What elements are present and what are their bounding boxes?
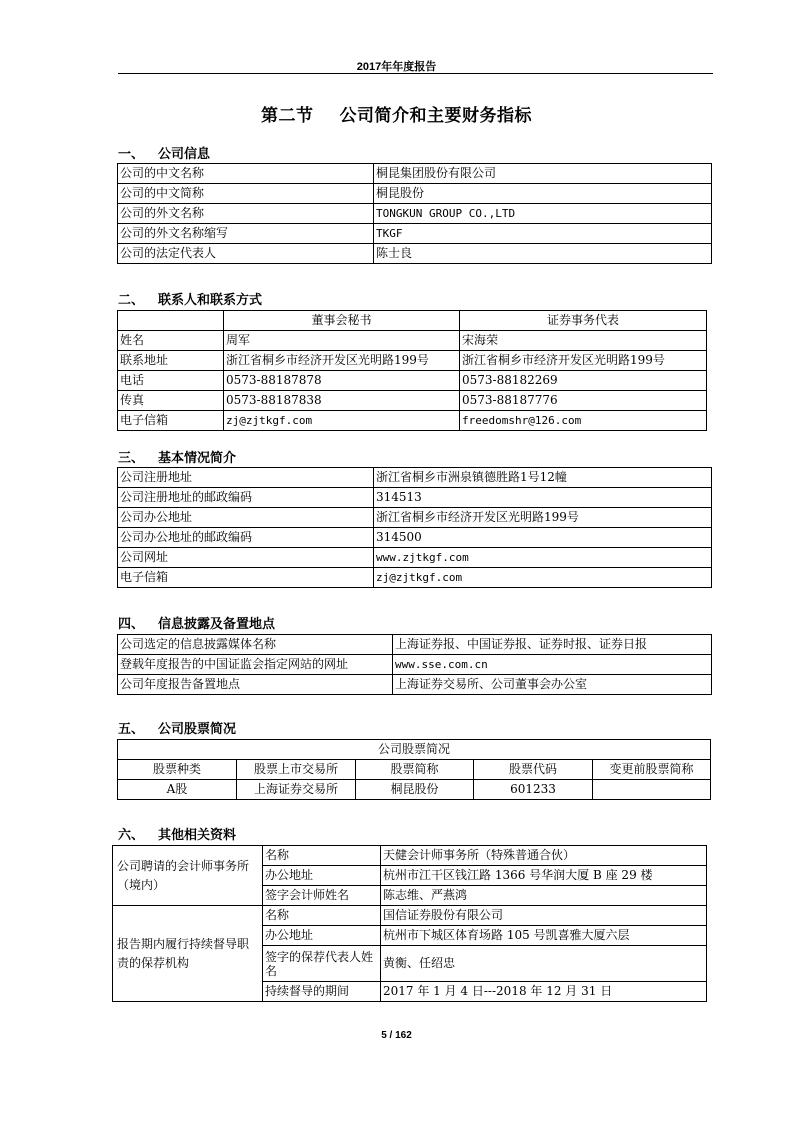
table-cell: 公司网址 xyxy=(118,548,374,568)
table-cell: 0573-88187776 xyxy=(460,391,707,411)
table-cell: 黄衡、任绍忠 xyxy=(381,946,707,982)
table-cell: 公司办公地址 xyxy=(118,508,374,528)
table-row xyxy=(118,635,712,655)
table-header-row xyxy=(118,760,711,780)
table-row xyxy=(113,846,707,866)
table-cell: www.sse.com.cn xyxy=(393,655,712,675)
table-cell: 国信证券股份有限公司 xyxy=(381,906,707,926)
section-3-title: 基本情况简介 xyxy=(158,451,237,466)
table-cell: 传真 xyxy=(118,391,224,411)
table-cell: 公司的中文简称 xyxy=(118,184,374,204)
table-cell: 办公地址 xyxy=(263,926,381,946)
table-cell: 浙江省桐乡市洲泉镇德胜路1号12幢 xyxy=(374,468,712,488)
table-cell: 桐昆集团股份有限公司 xyxy=(374,164,712,184)
table-cell: 0573-88187838 xyxy=(224,391,460,411)
table-row xyxy=(118,548,712,568)
table-cell: 2017 年 1 月 4 日---2018 年 12 月 31 日 xyxy=(381,982,707,1002)
table-header-cell: 股票种类 xyxy=(118,760,237,780)
table-header-cell: 证券事务代表 xyxy=(460,311,707,331)
table-cell: 桐昆股份 xyxy=(356,780,474,800)
section-6-number: 六、 xyxy=(118,828,145,843)
header-divider xyxy=(118,73,713,74)
table-title-cell: 公司股票简况 xyxy=(118,740,711,760)
table-cell: 联系地址 xyxy=(118,351,224,371)
table-cell: TONGKUN GROUP CO.,LTD xyxy=(374,204,712,224)
table-cell: 公司注册地址的邮政编码 xyxy=(118,488,374,508)
other-info-table xyxy=(112,845,707,1002)
table-cell: 公司选定的信息披露媒体名称 xyxy=(118,635,393,655)
table-cell: 公司的中文名称 xyxy=(118,164,374,184)
table-cell: 电子信箱 xyxy=(118,568,374,588)
table-cell: 601233 xyxy=(474,780,593,800)
disclosure-table xyxy=(117,634,712,695)
table-row xyxy=(118,244,712,264)
section-2-heading xyxy=(118,289,262,308)
chapter-title: 公司简介和主要财务指标 xyxy=(339,106,532,126)
table-cell: 签字会计师姓名 xyxy=(263,886,381,906)
table-cell: 姓名 xyxy=(118,331,224,351)
table-cell: zj@zjtkgf.com xyxy=(374,568,712,588)
table-cell: 公司的法定代表人 xyxy=(118,244,374,264)
table-row xyxy=(118,675,712,695)
table-cell: 陈士良 xyxy=(374,244,712,264)
table-cell: 名称 xyxy=(263,846,381,866)
group-label-sponsor: 报告期内履行持续督导职责的保荐机构 xyxy=(113,906,263,1002)
table-cell: 天健会计师事务所（特殊普通合伙） xyxy=(381,846,707,866)
table-cell: 登载年度报告的中国证监会指定网站的网址 xyxy=(118,655,393,675)
section-2-title: 联系人和联系方式 xyxy=(158,293,263,308)
table-header-cell: 股票简称 xyxy=(356,760,474,780)
table-cell: 上海证券交易所 xyxy=(237,780,356,800)
table-row xyxy=(118,204,712,224)
table-row xyxy=(118,224,712,244)
table-row xyxy=(118,411,707,431)
table-row xyxy=(118,391,707,411)
table-row xyxy=(118,184,712,204)
table-cell: 314500 xyxy=(374,528,712,548)
chapter-heading xyxy=(0,101,793,126)
table-cell: 314513 xyxy=(374,488,712,508)
table-header-cell: 董事会秘书 xyxy=(224,311,460,331)
section-2-number: 二、 xyxy=(118,293,145,308)
table-cell: 宋海荣 xyxy=(460,331,707,351)
table-cell: zj@zjtkgf.com xyxy=(224,411,460,431)
table-row xyxy=(113,906,707,926)
table-cell: 名称 xyxy=(263,906,381,926)
table-cell: 浙江省桐乡市经济开发区光明路199号 xyxy=(460,351,707,371)
table-header-cell: 变更前股票简称 xyxy=(593,760,711,780)
table-cell: 签字的保荐代表人姓名 xyxy=(263,946,381,982)
table-cell: 上海证券报、中国证券报、证券时报、证券日报 xyxy=(393,635,712,655)
table-row xyxy=(118,371,707,391)
section-6-title: 其他相关资料 xyxy=(158,828,237,843)
company-info-table xyxy=(117,163,712,264)
report-header-title: 2017年年度报告 xyxy=(356,61,437,73)
contact-table xyxy=(117,310,707,431)
table-cell: 公司的外文名称缩写 xyxy=(118,224,374,244)
table-cell: 电话 xyxy=(118,371,224,391)
section-4-title: 信息披露及备置地点 xyxy=(158,617,276,632)
stock-table xyxy=(117,739,711,800)
section-5-heading xyxy=(118,718,236,737)
table-cell: TKGF xyxy=(374,224,712,244)
table-header-row xyxy=(118,311,707,331)
table-row xyxy=(118,468,712,488)
table-row xyxy=(118,164,712,184)
table-row xyxy=(118,331,707,351)
table-cell: www.zjtkgf.com xyxy=(374,548,712,568)
table-cell xyxy=(118,311,224,331)
section-3-number: 三、 xyxy=(118,451,145,466)
table-header-cell: 股票代码 xyxy=(474,760,593,780)
section-5-number: 五、 xyxy=(118,722,145,737)
basic-info-table xyxy=(117,467,712,588)
section-4-number: 四、 xyxy=(118,617,145,632)
table-cell: 浙江省桐乡市经济开发区光明路199号 xyxy=(224,351,460,371)
table-cell: 周军 xyxy=(224,331,460,351)
section-6-heading xyxy=(118,824,236,843)
table-cell: 杭州市江干区钱江路 1366 号华润大厦 B 座 29 楼 xyxy=(381,866,707,886)
table-cell: 办公地址 xyxy=(263,866,381,886)
section-5-title: 公司股票简况 xyxy=(158,722,237,737)
table-header-cell: 股票上市交易所 xyxy=(237,760,356,780)
table-cell: 上海证券交易所、公司董事会办公室 xyxy=(393,675,712,695)
table-cell: 公司注册地址 xyxy=(118,468,374,488)
table-cell: 电子信箱 xyxy=(118,411,224,431)
table-cell: 桐昆股份 xyxy=(374,184,712,204)
section-1-heading xyxy=(118,143,210,162)
table-cell: 公司办公地址的邮政编码 xyxy=(118,528,374,548)
table-row xyxy=(118,508,712,528)
section-4-heading xyxy=(118,613,275,632)
group-label-accounting-firm: 公司聘请的会计师事务所（境内） xyxy=(113,846,263,906)
table-cell: 浙江省桐乡市经济开发区光明路199号 xyxy=(374,508,712,528)
table-cell: 0573-88182269 xyxy=(460,371,707,391)
section-1-number: 一、 xyxy=(118,147,145,162)
section-1-title: 公司信息 xyxy=(158,147,211,162)
table-cell xyxy=(593,780,711,800)
table-row xyxy=(118,488,712,508)
page-number: 5 / 162 xyxy=(381,1030,412,1041)
table-cell: 公司年度报告备置地点 xyxy=(118,675,393,695)
table-cell: 0573-88187878 xyxy=(224,371,460,391)
table-cell: 杭州市下城区体育场路 105 号凯喜雅大厦六层 xyxy=(381,926,707,946)
table-row xyxy=(118,351,707,371)
table-cell: 公司的外文名称 xyxy=(118,204,374,224)
table-cell: A股 xyxy=(118,780,237,800)
table-row xyxy=(118,568,712,588)
chapter-number: 第二节 xyxy=(261,106,314,126)
table-title-row xyxy=(118,740,711,760)
table-row xyxy=(118,655,712,675)
table-cell: 陈志维、严燕鸿 xyxy=(381,886,707,906)
table-row xyxy=(118,528,712,548)
table-cell: 持续督导的期间 xyxy=(263,982,381,1002)
table-cell: freedomshr@126.com xyxy=(460,411,707,431)
section-3-heading xyxy=(118,447,236,466)
table-row xyxy=(118,780,711,800)
